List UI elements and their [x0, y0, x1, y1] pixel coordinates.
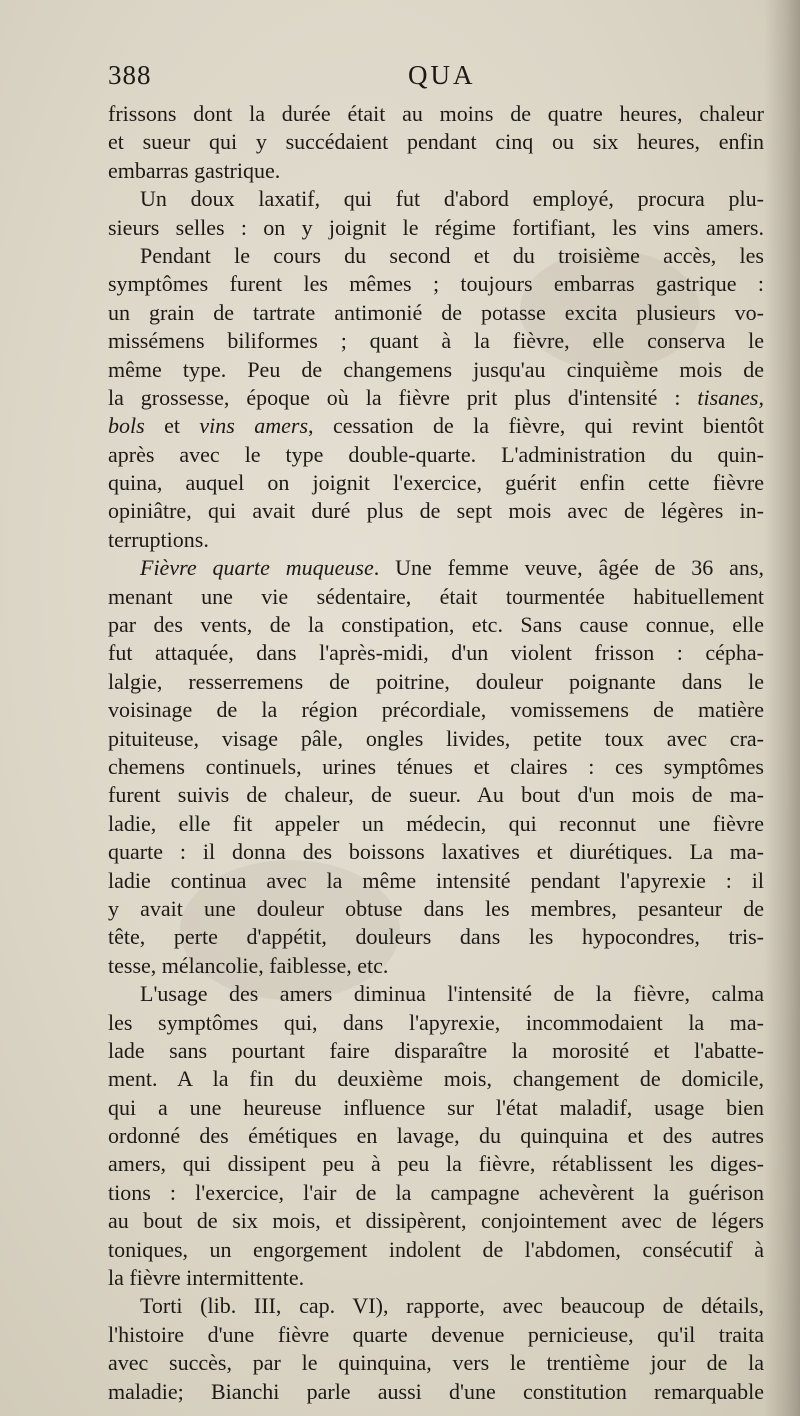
text-line [108, 554, 764, 582]
paragraph-3 [108, 242, 764, 554]
text-segment: et [164, 413, 200, 439]
text-line: pituiteuse, visage pâle, ongles livides, petite toux avec cra- [108, 725, 764, 751]
text-line: menant une vie sédentaire, était tourmentée habituellement [108, 583, 764, 609]
text-segment: . Une femme veuve, âgée de 36 ans, [373, 555, 764, 581]
text-line: maladie; Bianchi parle aussi d'une constitution remarquable [108, 1378, 764, 1404]
page-number: 388 [108, 60, 152, 90]
text-line: frissons dont la durée était au moins de quatre heures, chaleur [108, 101, 764, 126]
text-line: missémens biliformes ; quant à la fièvre, elle conserva le [108, 328, 764, 354]
text-line: quarte : il donna des boissons laxatives et diurétiques. La ma- [108, 839, 764, 865]
text-line: ladie, elle fit appeler un médecin, qui reconnut une fièvre [108, 810, 764, 836]
section-title: Fièvre quarte muqueuse [140, 555, 374, 581]
text-line: lade sans pourtant faire disparaître la morosité et l'abatte- [108, 1037, 764, 1063]
text-line: la fièvre intermittente. [108, 1265, 305, 1291]
text-line: les symptômes qui, dans l'apyrexie, incommodaient la ma- [108, 1009, 764, 1035]
text-segment: la grossesse, époque où la fièvre prit plus d'intensité : [108, 384, 698, 410]
text-line: tesse, mélancolie, faiblesse, etc. [108, 952, 389, 978]
text-line: quina, auquel on joignit l'exercice, guérit enfin cette fièvre [108, 470, 764, 496]
text-line: toniques, un engorgement indolent de l'abdomen, consécutif à [108, 1236, 764, 1262]
text-line: fut attaquée, dans l'après-midi, d'un violent frisson : cépha- [108, 640, 764, 666]
text-line [108, 412, 764, 440]
running-head: QUA [408, 60, 476, 90]
text-line: même type. Peu de changemens jusqu'au cinquième mois de [108, 356, 764, 382]
text-line: furent suivis de chaleur, de sueur. Au bout d'un mois de ma- [108, 782, 764, 808]
text-line: Pendant le cours du second et du troisième accès, les [140, 242, 764, 268]
text-line: avec succès, par le quinquina, vers le trentième jour de la [108, 1350, 764, 1376]
italic-term: tisanes, [697, 384, 764, 410]
text-line: Torti (lib. III, cap. VI), rapporte, avec beaucoup de détails, [140, 1293, 764, 1319]
text-line: tête, perte d'appétit, douleurs dans les hypocondres, tris- [108, 924, 764, 950]
text-line: L'usage des amers diminua l'intensité de la fièvre, calma [140, 981, 764, 1007]
text-line: ladie continua avec la même intensité pendant l'apyrexie : il [108, 867, 764, 893]
paragraph-5 [108, 980, 764, 1292]
paragraph-2 [108, 185, 764, 242]
text-line: Un doux laxatif, qui fut d'abord employé, procura plu- [140, 186, 764, 212]
text-line: sieurs selles : on y joignit le régime fortifiant, les vins amers. [108, 214, 764, 240]
page-spine-shadow [764, 0, 800, 1416]
text-line: ment. A la fin du deuxième mois, changement de domicile, [108, 1066, 764, 1092]
text-line: qui a une heureuse influence sur l'état maladif, usage bien [108, 1094, 764, 1120]
text-line: au bout de six mois, et dissipèrent, conjointement avec de légers [108, 1208, 764, 1234]
text-line [108, 384, 764, 412]
text-line: après avec le type double-quarte. L'administration du quin- [108, 441, 764, 467]
text-line: lalgie, resserremens de poitrine, douleur poignante dans le [108, 668, 764, 694]
text-line: terruptions. [108, 526, 209, 552]
text-line: y avait une douleur obtuse dans les membres, pesanteur de [108, 895, 764, 921]
text-line: symptômes furent les mêmes ; toujours embarras gastrique : [108, 271, 764, 297]
italic-term: vins amers [199, 413, 309, 439]
text-line: l'histoire d'une fièvre quarte devenue pernicieuse, qu'il traita [108, 1321, 764, 1347]
body-text [108, 100, 764, 1406]
text-line: tions : l'exercice, l'air de la campagne achevèrent la guérison [108, 1179, 764, 1205]
text-line: ordonné des émétiques en lavage, du quinquina et des autres [108, 1123, 764, 1149]
text-line: amers, qui dissipent peu à peu la fièvre, rétablissent les diges- [108, 1151, 764, 1177]
text-line: un grain de tartrate antimonié de potasse excita plusieurs vo- [108, 299, 764, 325]
page-header [108, 60, 764, 100]
paragraph-6 [108, 1292, 764, 1406]
text-line: par des vents, de la constipation, etc. Sans cause connue, elle [108, 612, 764, 638]
text-segment: , cessation de la fièvre, qui revint bientôt [308, 413, 765, 439]
text-line: voisinage de la région précordiale, vomissemens de matière [108, 697, 764, 723]
text-line: et sueur qui y succédaient pendant cinq ou six heures, enfin [108, 129, 764, 155]
paragraph-1 [108, 100, 764, 185]
italic-term: bols [108, 413, 145, 439]
text-line: chemens continuels, urines ténues et claires : ces symptômes [108, 753, 764, 779]
text-line: embarras gastrique. [108, 157, 281, 183]
paragraph-4 [108, 554, 764, 980]
text-line: opiniâtre, qui avait duré plus de sept mois avec de légères in- [108, 498, 764, 524]
